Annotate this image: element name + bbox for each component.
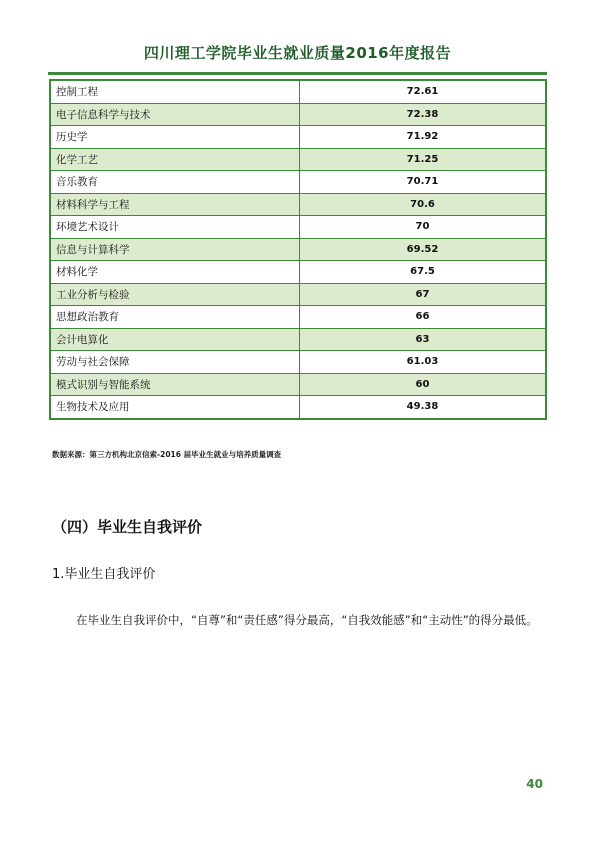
- major-name-cell: 环境艺术设计: [51, 216, 300, 239]
- major-name-cell: 音乐教育: [51, 171, 300, 194]
- sub-heading: 1.毕业生自我评价: [52, 567, 156, 582]
- table-row: [51, 149, 545, 172]
- table-row: [51, 374, 545, 397]
- table-row: [51, 194, 545, 217]
- major-name-cell: 化学工艺: [51, 149, 300, 172]
- header-divider: [48, 72, 547, 75]
- major-name-cell: 劳动与社会保障: [51, 351, 300, 374]
- major-name-cell: 模式识别与智能系统: [51, 374, 300, 397]
- score-cell: 67: [300, 284, 545, 307]
- score-cell: 70: [300, 216, 545, 239]
- page-number: 40: [526, 777, 543, 791]
- major-name-cell: 控制工程: [51, 81, 300, 104]
- table-row: [51, 239, 545, 262]
- data-source-note: 数据来源：第三方机构北京信索-2016 届毕业生就业与培养质量调查: [52, 450, 282, 459]
- table-row: [51, 171, 545, 194]
- major-name-cell: 工业分析与检验: [51, 284, 300, 307]
- score-cell: 70.71: [300, 171, 545, 194]
- body-paragraph: 在毕业生自我评价中，“自尊”和“责任感”得分最高，“自我效能感”和“主动性”的得分最低。: [76, 613, 538, 627]
- major-name-cell: 生物技术及应用: [51, 396, 300, 418]
- major-name-cell: 思想政治教育: [51, 306, 300, 329]
- report-title: 四川理工学院毕业生就业质量2016年度报告: [143, 44, 452, 62]
- score-cell: 61.03: [300, 351, 545, 374]
- score-cell: 71.25: [300, 149, 545, 172]
- table-row: [51, 396, 545, 418]
- major-score-table: [49, 79, 547, 420]
- major-name-cell: 电子信息科学与技术: [51, 104, 300, 127]
- major-name-cell: 信息与计算科学: [51, 239, 300, 262]
- table-row: [51, 329, 545, 352]
- score-cell: 63: [300, 329, 545, 352]
- table-row: [51, 284, 545, 307]
- major-name-cell: 材料化学: [51, 261, 300, 284]
- table-row: [51, 351, 545, 374]
- score-cell: 71.92: [300, 126, 545, 149]
- score-cell: 66: [300, 306, 545, 329]
- score-cell: 72.61: [300, 81, 545, 104]
- score-cell: 70.6: [300, 194, 545, 217]
- table-row: [51, 126, 545, 149]
- table-row: [51, 216, 545, 239]
- score-cell: 72.38: [300, 104, 545, 127]
- score-cell: 69.52: [300, 239, 545, 262]
- score-cell: 60: [300, 374, 545, 397]
- major-name-cell: 历史学: [51, 126, 300, 149]
- table-row: [51, 261, 545, 284]
- table-row: [51, 81, 545, 104]
- score-cell: 49.38: [406, 401, 439, 413]
- major-name-cell: 材料科学与工程: [51, 194, 300, 217]
- major-name-cell: 会计电算化: [51, 329, 300, 352]
- table-row: [51, 104, 545, 127]
- score-cell: 67.5: [300, 261, 545, 284]
- section-heading: （四）毕业生自我评价: [52, 518, 203, 536]
- table-row: [51, 306, 545, 329]
